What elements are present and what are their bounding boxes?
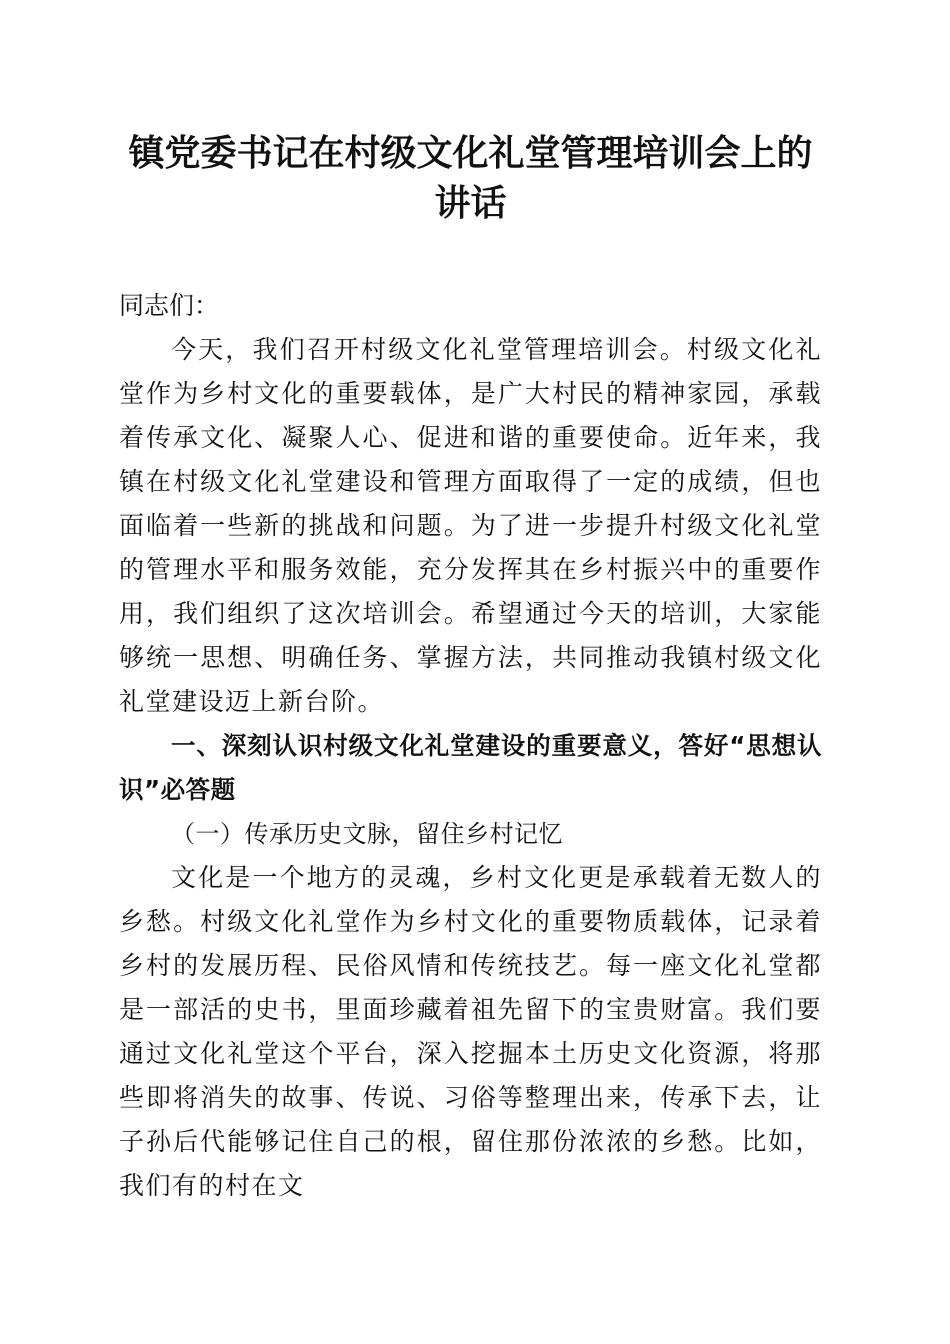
salutation: 同志们： (119, 291, 220, 320)
document-title: 镇党委书记在村级文化礼堂管理培训会上的讲话 (128, 132, 813, 224)
intro-paragraph: 今天，我们召开村级文化礼堂管理培训会。村级文化礼堂作为乡村文化的重要载体，是广大村民的精神家园，承载着传承文化、凝聚人心、促进和谐的重要使命。近年来，我镇在村级文化礼堂建设和管理方面取得了一定的成绩，但也面临着一些新的挑战和问题。为了进一步提升村级文化礼堂的管理水平和服务效能，充分发挥其在乡村振兴中的重要作用，我们组织了这次培训会。希望通过今天的培训，大家能够统一思想、明确任务、掌握方法，共同推动我镇村级文化礼堂建设迈上新台阶。 (119, 335, 822, 716)
section-heading-1: 一、深刻认识村级文化礼堂建设的重要意义，答好“思想认识”必答题 (119, 731, 822, 804)
subsection-heading-1: （一）传承历史文脉，留住乡村记忆 (171, 820, 563, 848)
subsection-1-paragraph: 文化是一个地方的灵魂，乡村文化更是承载着无数人的乡愁。村级文化礼堂作为乡村文化的重要物质载体，记录着乡村的发展历程、民俗风情和传统技艺。每一座文化礼堂都是一部活的史书，里面珍藏着祖先留下的宝贵财富。我们要通过文化礼堂这个平台，深入挖掘本土历史文化资源，将那些即将消失的故事、传说、习俗等整理出来，传承下去，让子孙后代能够记住自己的根，留住那份浓浓的乡愁。比如，我们有的村在文 (119, 863, 822, 1200)
document-page (119, 128, 822, 1208)
